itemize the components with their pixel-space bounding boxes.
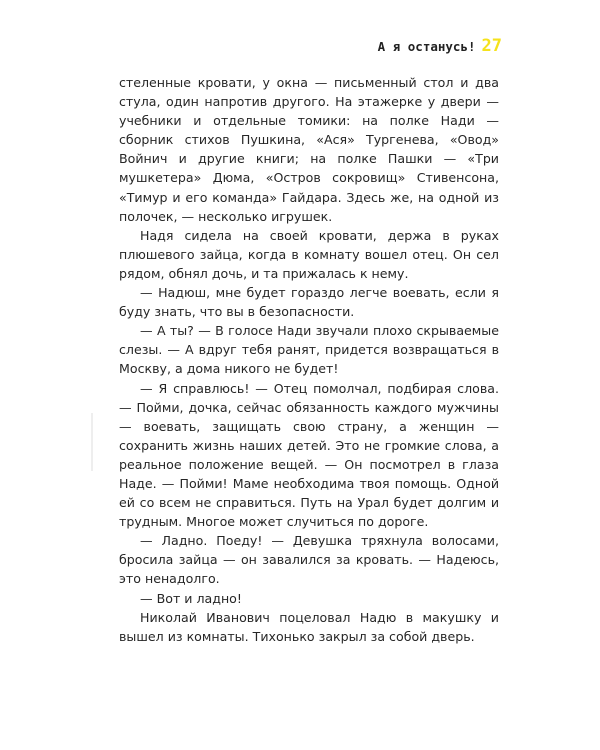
page-edge-shadow (91, 413, 93, 471)
running-header (378, 37, 502, 55)
paragraph: Николай Иванович поцеловал Надю в макушку и вышел из комнаты. Тихонько закрыл за собой дверь. (119, 609, 499, 644)
body-text (119, 73, 499, 646)
paragraph: — Ладно. Поеду! — Девушка тряхнула волосами, бросила зайца — он завалился за кровать. — Надеюсь, это ненадолго. (119, 533, 499, 587)
paragraph: Надя сидела на своей кровати, держа в руках плюшевого зайца, когда в комнату вошел отец. Он сел рядом, обнял дочь, и та прижалась к нему. (119, 227, 499, 281)
chapter-title: А я останусь! (377, 38, 476, 54)
paragraph: — Вот и ладно! (140, 590, 242, 606)
paragraph: — Я справлюсь! — Отец помолчал, подбирая слова. — Пойми, дочка, сейчас обязанность каждого мужчины — воевать, защищать свою страну, а женщин — сохранить жизнь наших детей. Это не громкие слова, а реальное положение вещей. — Он посмотрел в глаза Наде. — Пойми! Маме необходима твоя помощь. Одной ей со всем не справиться. Путь на Урал будет долгим и трудным. Многое может случиться по дороге. (119, 380, 499, 530)
page-number: 27 (481, 36, 502, 56)
paragraph: — Надюш, мне будет гораздо легче воевать, если я буду знать, что вы в безопасности. (119, 285, 499, 320)
paragraph: стеленные кровати, у окна — письменный стол и два стула, один напротив другого. На этажерке у двери — учебники и отдельные томики: на полке Нади — сборник стихов Пушкина, «Ася» Тургенева, «Овод» Войнич и другие книги; на полке Пашки — «Три мушкетера» Дюма, «Остров сокровищ» Стивенсона, «Тимур и его команда» Гайдара. Здесь же, на одной из полочек, — несколько игрушек. (119, 75, 499, 224)
paragraph: — А ты? — В голосе Нади звучали плохо скрываемые слезы. — А вдруг тебя ранят, придется возвращаться в Москву, а дома никого не будет! (119, 323, 499, 377)
